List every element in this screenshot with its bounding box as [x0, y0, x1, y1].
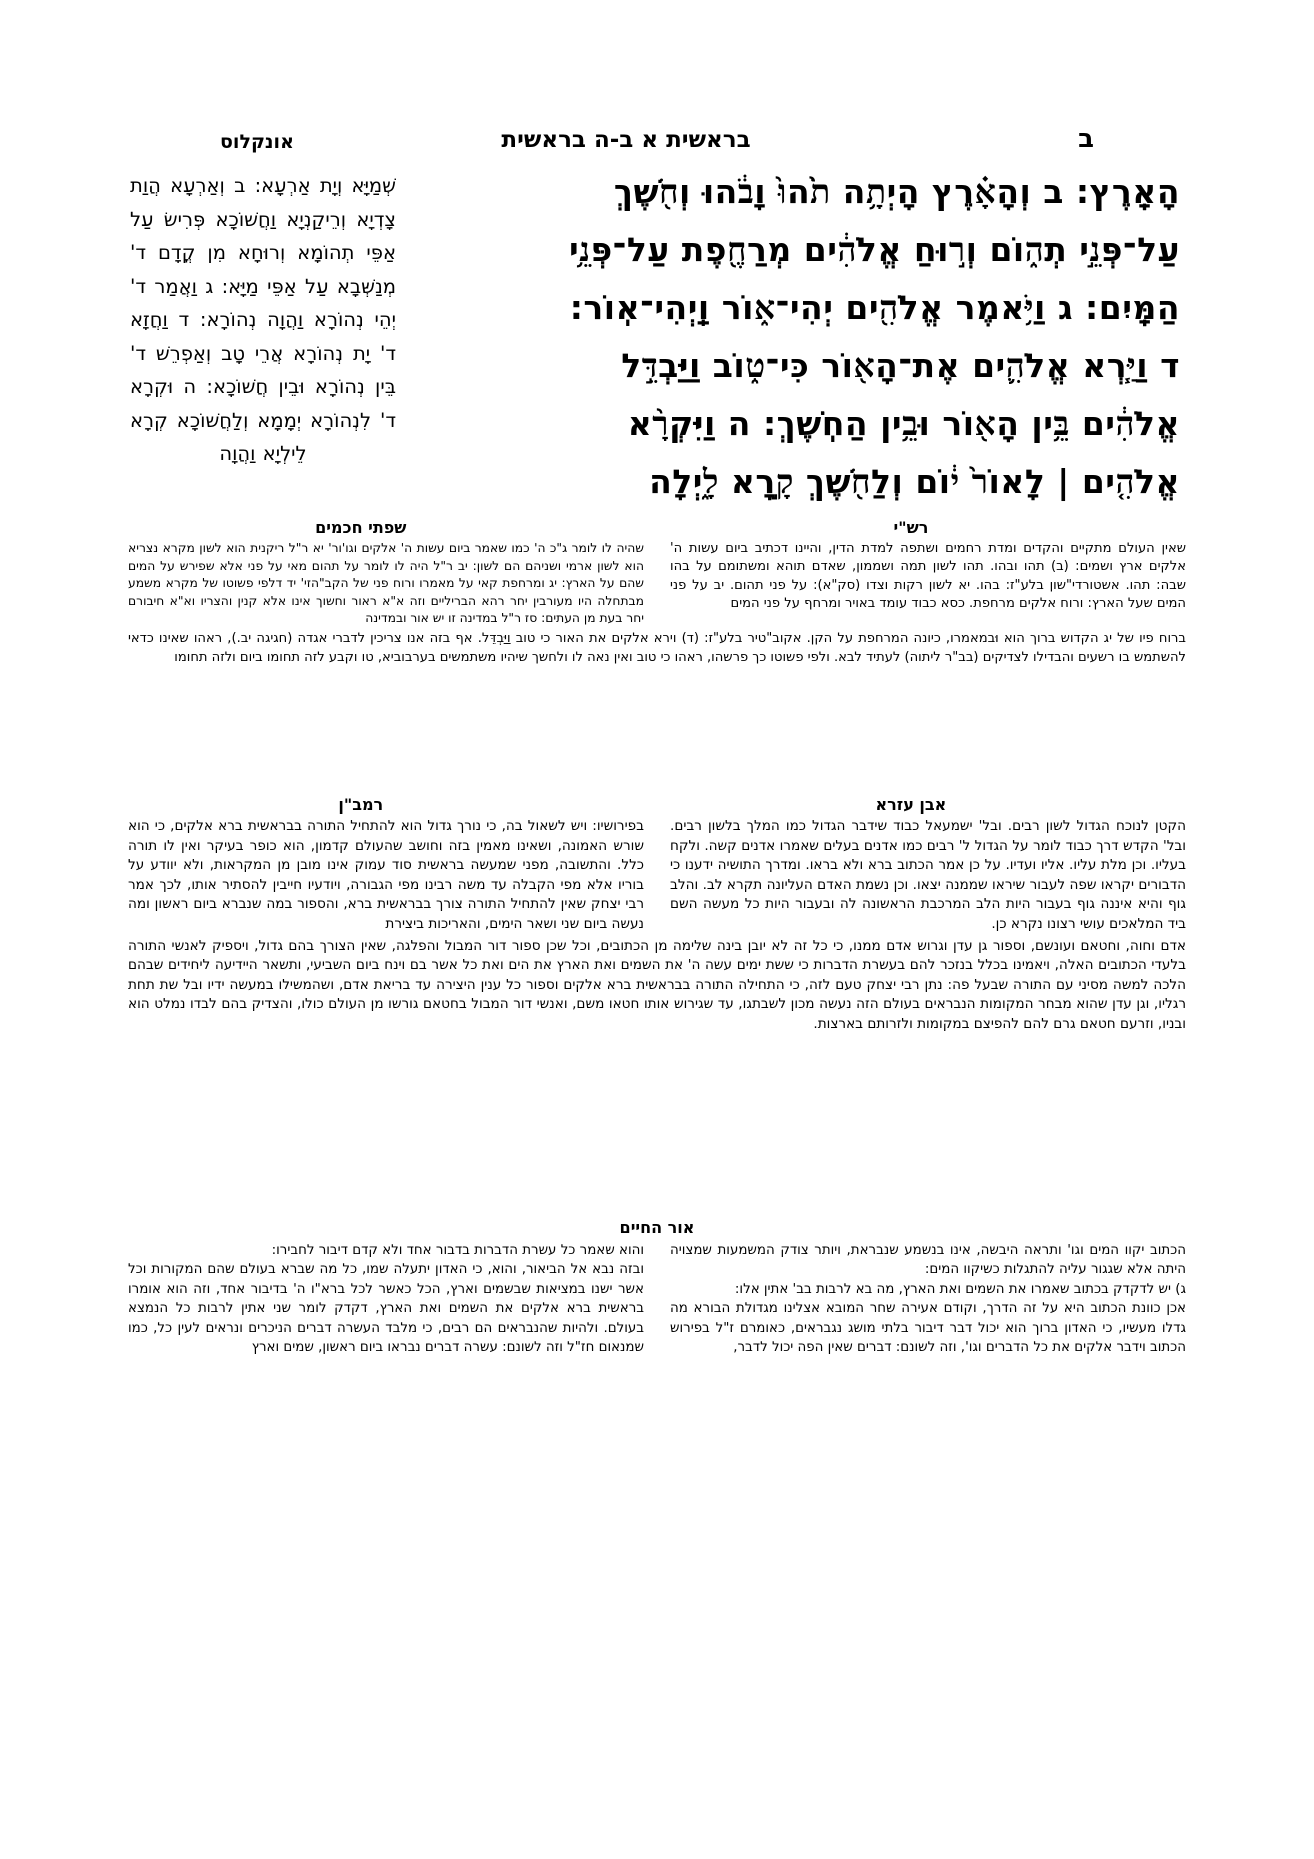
running-head-onkelos: אונקלוס: [220, 131, 294, 153]
ibnezra-ramban-band: [128, 795, 1186, 1035]
scripture-block: [128, 163, 1186, 511]
rashi-paragraph: שאין העולם מתקיים והקדים ומדת רחמים ושתפה למדת הדין, והיינו דכתיב ביום עשות ה' אלקים ארץ ושמים: (ב) תהו ובהו. תהו לשון תמה ושממון, שאדם תוהא ומשתומם על בהו שבה: תהו. אשטורדי"שון בלע"ז: בהו. יא לשון רקות וצדו (סק"א): על פני תהום. יב על פני המים שעל הארץ: ורוח אלקים מרחפת. כסא כבוד עומד באויר ומרחף על פני המים: [670, 541, 1186, 612]
ibnezra-ramban-columns: [128, 817, 1186, 935]
or-hachaim-paragraph: ג) יש לדקדק בכתוב שאמרו את השמים ואת הארץ, מה בא לרבות בב' אתין אלו:: [734, 1281, 1186, 1297]
rashi-sifsei-columns: [128, 540, 1186, 628]
or-hachaim-heading: אור החיים: [619, 1218, 695, 1237]
or-hachaim-paragraph: ובזה נבא אל הביאור, והוא, כי האדון יתעלה שמו, כל מה שברא בעולם שהם המקורות וכל אשר ישנו במציאות שבשמים וארץ, הכל כאשר לכל ברא"ו ה' בדיבור אחד, וזה הוא אומרו בראשית ברא אלקים את השמים ואת הארץ, דקדק לומר שני אתין לרבות כל הנמצא בעולם. ולהיות שהנבראים הם רבים, כי מלבד העשרה דברים הניכרים ונראים לעין כל, כמו שמנאום חז"ל וזה לשונם: עשרה דברים נבראו ביום ראשון, שמים וארץ: [128, 1262, 644, 1356]
ibn-ezra-paragraph: הקטן לנוכח הגדול לשון רבים. ובל' ישמעאל כבוד שידבר הגדול כמו המלך בלשון רבים. ובל' הקדש דרך כבוד לומר על הגדול ל' רבים כמו אדנים בעלים שאמרו אדנים קשה. ולקח בעליו. וכן מלת עליו. אליו ועדיו. על כן אמר הכתוב ברא ולא בראו. ומדרך התושיה ידענו כי הדבורים יקראו שפה לעבור שיראו שממנה יצאו. וכן נשמת האדם העליונה תקרא לב. והלב גוף והיא איננה גוף בעבור היות הלב המרכבת הראשונה לה ובעבור היות כל מעשה השם ביד המלאכים עושי רצונו נקרא כן.: [670, 818, 1186, 932]
or-hachaim-columns: [128, 1241, 1186, 1357]
or-hachaim-paragraph: אכן כוונת הכתוב היא על זה הדרך, וקודם אעירה שחר המובא אצלינו מגדולת הבורא מה גדלו מעשיו, כי האדון ברוך הוא יכול דבר דיבור בלתי מושג נגבראים, כאומרם ז"ל בפירוש הכתוב וידבר אלקים את כל הדברים וגו', וזה לשונם: דברים שאין הפה יכול לדבר,: [670, 1301, 1186, 1356]
ibn-ezra-column: [670, 817, 1186, 935]
ramban-heading: רמב"ן: [338, 795, 384, 814]
ibnezra-ramban-titles: [128, 795, 1186, 817]
sifsei-chachamim-column: [128, 540, 644, 628]
torah-line: אֱלֹהִ֤ים | לָאוֹר֙ י֔וֹם וְלַחֹ֖שֶׁךְ קָ֣רָא לָ֑יְלָה: [649, 462, 1180, 501]
torah-line: אֱלֹהִ֔ים בֵּ֥ין הָא֖וֹר וּבֵ֥ין הַחֹֽשֶׁךְ: ה וַיִּקְרָ֨א: [627, 404, 1180, 443]
torah-line: הָאָֽרֶץ: ב וְהָאָ֗רֶץ הָיְתָ֥ה תֹ֙הוּ֙ וָבֹ֔הוּ וְחֹ֖שֶׁךְ: [613, 172, 1180, 211]
rashi-sifsei-titles: [128, 518, 1186, 540]
torah-line: הַמָּֽיִם: ג וַיֹּ֥אמֶר אֱלֹהִ֖ים יְהִי־א֑וֹר וַֽיְהִי־אֽוֹר:: [569, 288, 1180, 327]
rashi-sifsei-band: [128, 518, 1186, 667]
folio-number: ב: [1078, 124, 1094, 154]
or-hachaim-left-column: [128, 1241, 644, 1357]
or-hachaim-right-column: [670, 1241, 1186, 1357]
sifsei-chachamim-heading: שפתי חכמים: [315, 518, 407, 537]
sifsei-chachamim-paragraph: שהיה לו לומר ג"כ ה' כמו שאמר ביום עשות ה' אלקים וגו'ור' יא ר"ל ריקנית הוא לשון מקרא נצריא הוא לשון ארמי ושניהם הם לשון: יב ר"ל היה לו לומר על תהום מאי על פני אלא שפירש על המים שהם על הארץ: יג ומרחפת קאי על מאמרו ורוח פני של הקב"הזי' יד דלפי פשוטו של מקרא משמע מבתחלה היו מעורבין יחר רהא הבריליים וזה א"א ראור וחשוך אינו אלא קנין והצריו וא"א חיבורם יחר בעת מן העתים: סז ר"ל במדינה זו יש אור ובמדינה: [128, 541, 644, 626]
rashi-full-width-paragraph: ברוח פיו של יג הקדוש ברוך הוא וּבמאמרו, כיונה המרחפת על הקן. אקוב"טיר בלע"ז: (ד) וירא אלקים את האור כי טוב וַיַּבְדֵּל. אף בזה אנו צריכין לדברי אגדה (חגיגה יב.), ראהו שאינו כדאי להשתמש בו רשעים והבדילו לצדיקים (בב"ר ליתוה) לעתיד לבא. ולפי פשוטו כך פרשהו, ראהו כי טוב ואין נאה לו ולחשך שיהיו משתמשים בערבוביא, טו וקבע לזה תחומו ביום ולזה תחומו: [128, 630, 1186, 665]
ramban-full-width-paragraph: אדם וחוה, וחטאם ועונשם, וספור גן עדן וגרוש אדם ממנו, כי כל זה לא יובן בינה שלימה מן הכתובים, וכל שכן ספור דור המבול והפלגה, שאין הצורך בהם גדול, ויספיק לאנשי התורה בלעדי הכתובים האלה, ויאמינו בכלל בנזכר להם בעשרת הדברות כי ששת ימים עשה ה' את השמים ואת הארץ את הים ואת כל אשר בם וינח ביום השביעי, ותשאר היידיעה ליחידים שבהם הלכה למשה מסיני עם התורה שבעל פה: נתן רבי יצחק טעם לזה, כי התחילה התורה בבראשית ברא אלקים וספור כל ענין היצירה עד בריאת אדם, ושהמשילו במעשה ידיו ובל שת תחת רגליו, וגן עדן שהוא מבחר המקומות הנבראים בעולם הזה נעשה מכון לשבתגו, עד שגירוש אותו חטאו משם, ואנשי דור המבול בחטאם גורשו מן העולם כולו, והצדיק בהם לבדו נמלט הוא ובניו, וזרעם חטאם גרם להם להפיצם במקומות ולזרותם בארצות.: [128, 937, 1186, 1032]
page-title: בראשית א ב‑ה בראשית: [501, 127, 751, 153]
page-header: [220, 118, 1094, 152]
or-hachaim-paragraph: והוא שאמר כל עשרת הדברות בדבור אחד ולא קדם דיבור לחבירו:: [271, 1243, 644, 1258]
ramban-paragraph: בפירושיו: ויש לשאול בה, כי נורך גדול הוא להתחיל התורה בבראשית ברא אלקים, כי הוא שורש האמונה, ושאינו מאמין בזה וחושב שהעולם קדמון, הוא כופר בעיקר ואין לו תורה כלל. והתשובה, מפני שמעשה בראשית סוד עמוק אינו מובן מן המקראות, ולא יוודע על בוריו אלא מפי הקבלה עד משה רבינו מפי הגבורה, ויודעיו חייבין להסתיר אותו, לכך אמר רבי יצחק שאין להתחיל התורה צורך בבראשית ברא, והספור במה שנברא ביום ראשון ומה נעשה ביום שני ושאר הימים, והאריכות ביצירת: [128, 818, 644, 932]
rashi-column: [670, 540, 1186, 614]
torah-line: עַל־פְּנֵ֣י תְה֑וֹם וְר֣וּחַ אֱלֹהִ֔ים מְרַחֶ֖פֶת עַל־פְּנֵ֥י: [569, 230, 1180, 269]
targum-onkelos-column: [128, 163, 396, 511]
ibn-ezra-heading: אבן עזרא: [875, 795, 947, 814]
ramban-column: [128, 817, 644, 935]
targum-onkelos-text: שְׁמַיָּא וְיָת אַרְעָא: ב וְאַרְעָא הֲוַת צָדְיָא וְרֵיקַנְיָא וַחֲשׁוֹכָא פְּרִישׂ עַל אַפֵּי תְהוֹמָא וְרוּחָא מִן קֳדָם ד' מְנַשְּׁבָא עַל אַפֵּי מַיָּא: ג וַאֲמַר ד' יְהֵי נְהוֹרָא וַהֲוָה נְהוֹרָא: ד וַחֲזָא ד' יָת נְהוֹרָא אֲרֵי טָב וְאַפְרֵשׁ ד' בֵּין נְהוֹרָא וּבֵין חֲשׁוֹכָא: ה וּקְרָא ד' לִנְהוֹרָא יְמָמָא וְלַחֲשׁוֹכָא קְרָא לֵילְיָא וַהֲוָה: [130, 174, 396, 465]
or-hachaim-paragraph: הכתוב יקוו המים וגו' ותראה היבשה, אינו בנשמע שנבראת, ויותר צודק המשמעות שמצויה היתה אלא שגגור עליה להתגלות כשיקוו המים:: [670, 1243, 1186, 1278]
torah-line: ד וַיַּ֧רְא אֱלֹהִ֛ים אֶת־הָא֖וֹר כִּי־ט֑וֹב וַיַּבְדֵּ֣ל: [621, 346, 1180, 385]
or-hachaim-band: [128, 1218, 1186, 1357]
rashi-heading: רש"י: [893, 518, 929, 537]
torah-text-column: [396, 163, 1186, 511]
